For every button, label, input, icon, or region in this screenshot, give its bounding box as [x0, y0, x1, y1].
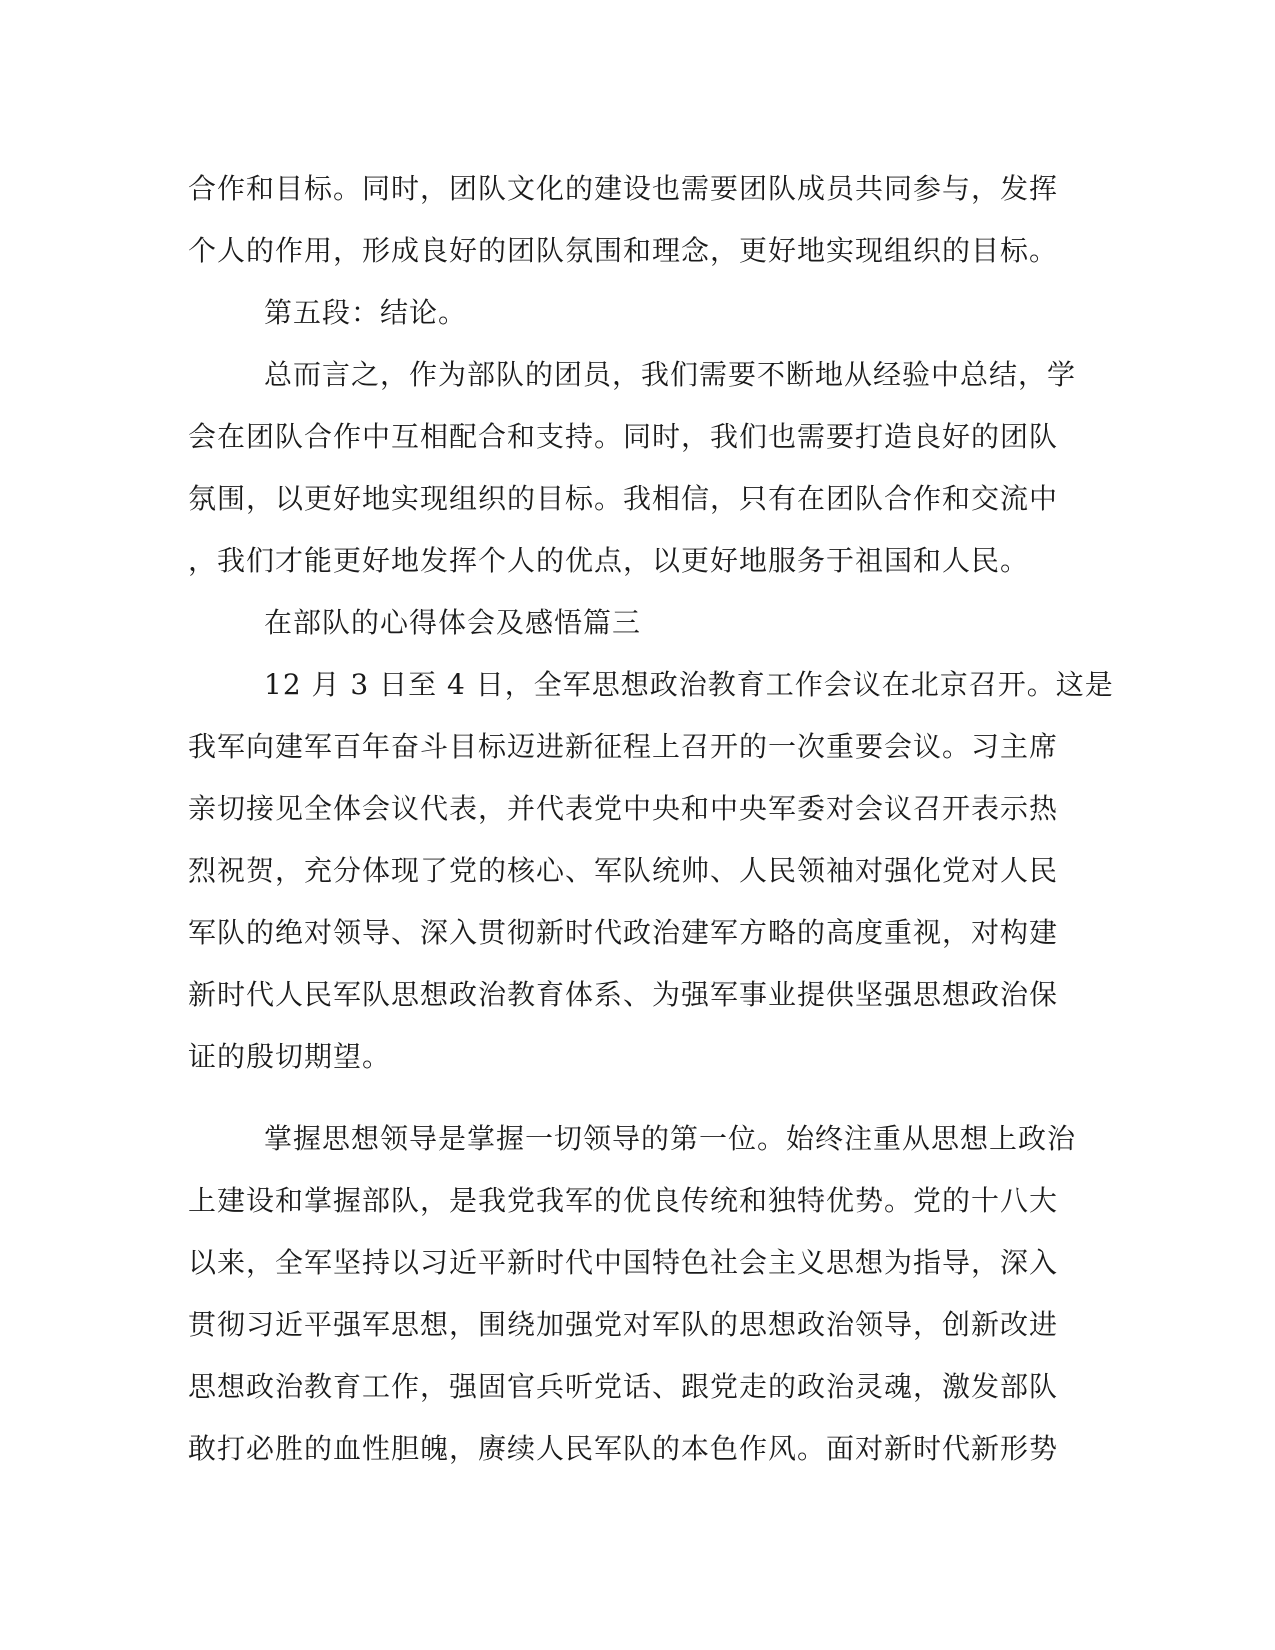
text-line: 证的殷切期望。	[188, 1040, 392, 1073]
section-heading: 第五段：结论。	[264, 296, 468, 329]
document-body	[188, 158, 1114, 1480]
text-line: 我军向建军百年奋斗目标迈进新征程上召开的一次重要会议。习主席	[188, 730, 1059, 763]
text-line: 新时代人民军队思想政治教育体系、为强军事业提供坚强思想政治保	[188, 978, 1059, 1011]
text-line: 合作和目标。同时，团队文化的建设也需要团队成员共同参与，发挥	[188, 172, 1059, 205]
text-line: 敢打必胜的血性胆魄，赓续人民军队的本色作风。面对新时代新形势	[188, 1432, 1059, 1465]
text-line: 烈祝贺，充分体现了党的核心、军队统帅、人民领袖对强化党对人民	[188, 854, 1059, 887]
text-line: 总而言之，作为部队的团员，我们需要不断地从经验中总结，学	[264, 358, 1077, 391]
text-line: 军队的绝对领导、深入贯彻新时代政治建军方略的高度重视，对构建	[188, 916, 1059, 949]
section-heading: 在部队的心得体会及感悟篇三	[264, 606, 642, 639]
text-line: 上建设和掌握部队，是我党我军的优良传统和独特优势。党的十八大	[188, 1184, 1059, 1217]
text-line: 12 月 3 日至 4 日，全军思想政治教育工作会议在北京召开。这是	[264, 668, 1114, 701]
text-line: ，我们才能更好地发挥个人的优点，以更好地服务于祖国和人民。	[188, 544, 1030, 577]
text-line: 亲切接见全体会议代表，并代表党中央和中央军委对会议召开表示热	[188, 792, 1059, 825]
text-line: 氛围，以更好地实现组织的目标。我相信，只有在团队合作和交流中	[188, 482, 1059, 515]
text-line: 贯彻习近平强军思想，围绕加强党对军队的思想政治领导，创新改进	[188, 1308, 1059, 1341]
text-line: 个人的作用，形成良好的团队氛围和理念，更好地实现组织的目标。	[188, 234, 1059, 267]
text-line: 掌握思想领导是掌握一切领导的第一位。始终注重从思想上政治	[264, 1122, 1077, 1155]
text-line: 以来，全军坚持以习近平新时代中国特色社会主义思想为指导，深入	[188, 1246, 1059, 1279]
paragraph-gap	[188, 1088, 1088, 1108]
text-line: 会在团队合作中互相配合和支持。同时，我们也需要打造良好的团队	[188, 420, 1059, 453]
text-line: 思想政治教育工作，强固官兵听党话、跟党走的政治灵魂，激发部队	[188, 1370, 1059, 1403]
